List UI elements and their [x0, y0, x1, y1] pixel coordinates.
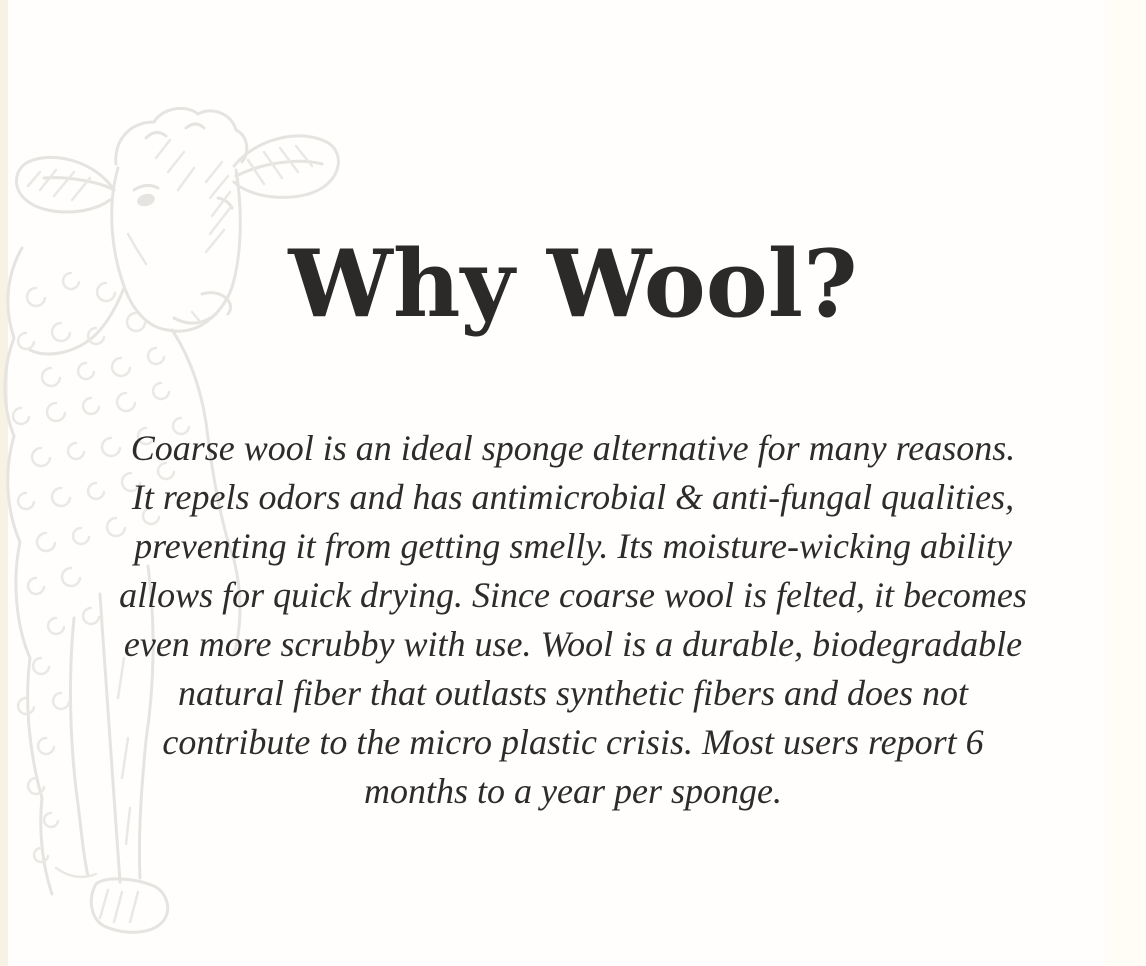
body-paragraph: [33, 424, 1113, 816]
paragraph-line: contribute to the micro plastic crisis. Most users report 6: [162, 722, 984, 762]
paragraph-line: allows for quick drying. Since coarse wool is felted, it becomes: [119, 575, 1027, 615]
paragraph-line: natural fiber that outlasts synthetic fibers and does not: [178, 673, 968, 713]
paragraph-line: months to a year per sponge.: [364, 771, 782, 811]
paragraph-line: even more scrubby with use. Wool is a durable, biodegradable: [123, 624, 1023, 664]
paragraph-line: It repels odors and has antimicrobial & anti-fungal qualities,: [131, 477, 1015, 517]
page-title: Why Wool?: [288, 229, 858, 338]
paragraph-line: preventing it from getting smelly. Its moisture-wicking ability: [134, 526, 1012, 566]
paragraph-line: Coarse wool is an ideal sponge alternative for many reasons.: [130, 428, 1016, 468]
